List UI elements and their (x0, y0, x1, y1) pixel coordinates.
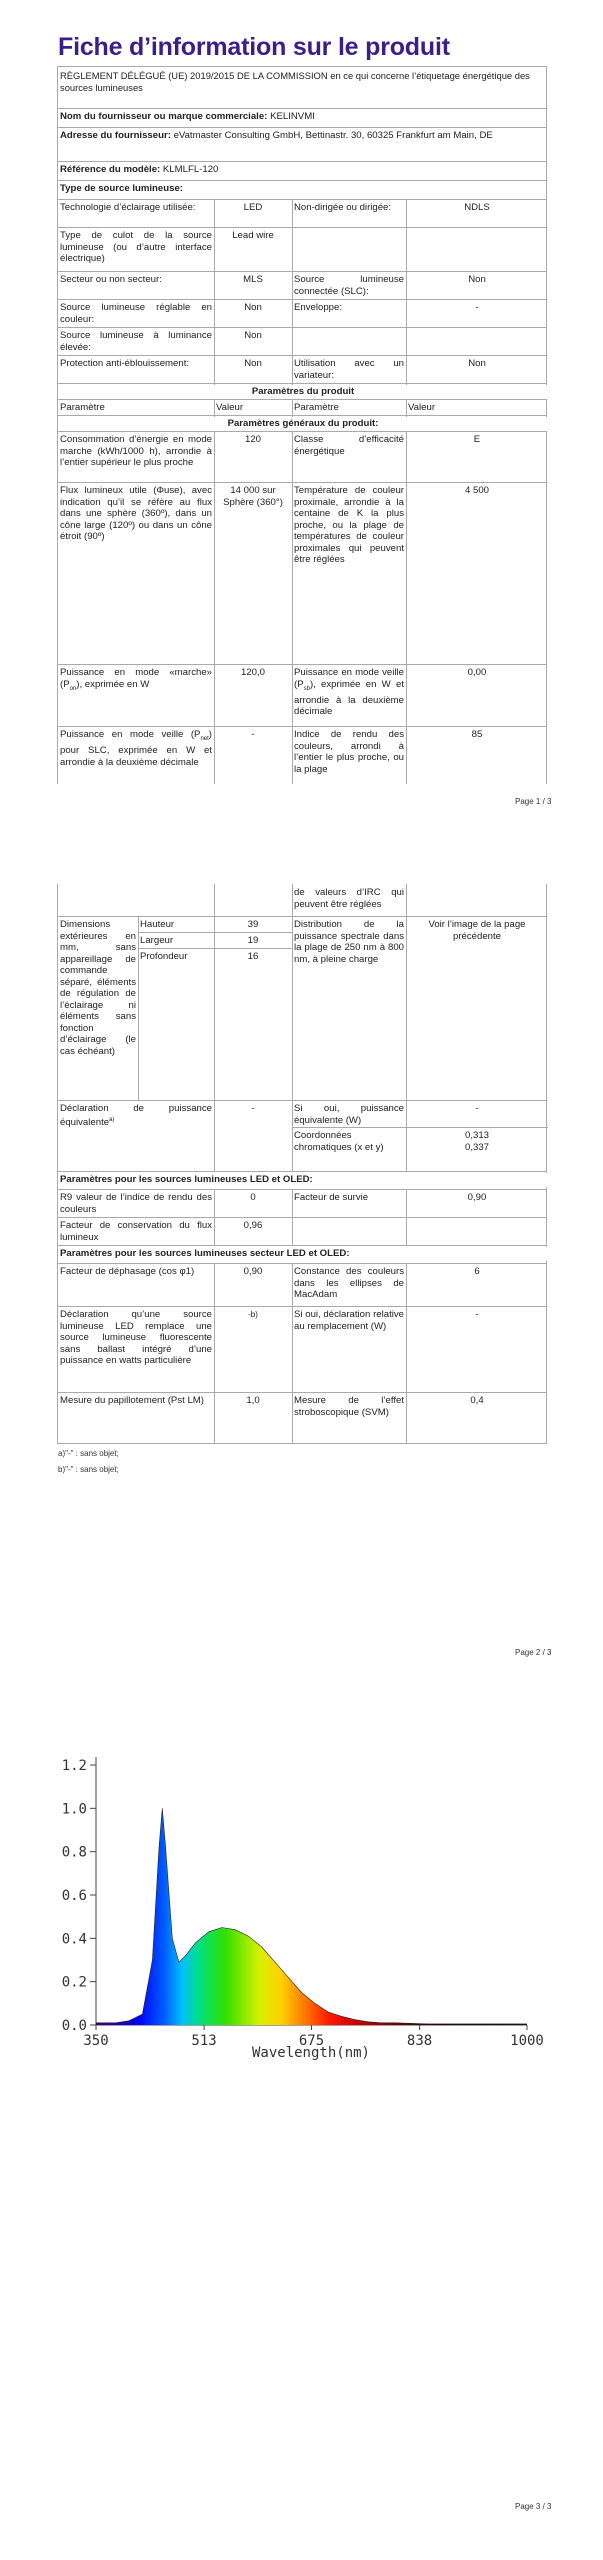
x-tick-label: 838 (406, 2033, 433, 2049)
address-label: Adresse du fournisseur: (60, 130, 171, 141)
equiv-label: Déclaration de puissance équivalente$^{a)}$ (60, 1103, 212, 1128)
y-tick-label: 1.2 (61, 1758, 87, 1774)
cri-label: Indice de rendu des couleurs, arrondi à l’entier le plus proche, ou la plage (294, 729, 404, 775)
supplier-value: KELINVMI (270, 111, 315, 122)
tech-value: LED (243, 202, 263, 213)
maint-value: 0,96 (243, 1220, 263, 1231)
x-tick-label: 350 (83, 2033, 109, 2049)
spectrum-chart (0, 1745, 603, 2065)
equiv2-label: Si oui, puissance équivalente (W) (294, 1103, 404, 1126)
supplier-row (58, 110, 548, 124)
strobo-value: 0,4 (470, 1395, 484, 1406)
width-label: Largeur (140, 935, 174, 946)
depth-label: Profondeur (140, 951, 188, 962)
flicker-value: 1,0 (246, 1395, 260, 1406)
replace-value: -b) (248, 1310, 258, 1319)
envelope-label: Enveloppe: (294, 302, 343, 313)
address-value: eVatmaster Consulting GmbH, Bettinastr. 30, 60325 Frankfurt am Main, DE (173, 130, 493, 141)
chroma-label: Coordonnées chromatiques (x et y) (294, 1130, 384, 1153)
chroma-y: 0,337 (464, 1142, 489, 1153)
col-param-2: Paramètre (294, 402, 339, 413)
cct-value: 4 500 (464, 485, 489, 496)
y-tick-label: 0.0 (61, 2018, 87, 2034)
x-tick-label: 1000 (510, 2033, 544, 2049)
product-info-table-continued (57, 884, 547, 1444)
y-tick-label: 0.4 (61, 1931, 87, 1948)
y-tick-label: 0.6 (61, 1888, 87, 1904)
x-axis-label: Wavelength(nm) (251, 2045, 371, 2061)
maint-label: Facteur de conservation du flux lumineux (60, 1220, 212, 1243)
nondir-value: NDLS (464, 202, 490, 213)
flux-label: Flux lumineux utile (Φuse), avec indication qu’il se réfère au flux dans une sphère (360º), dans un cône large (120º) ou dans un cône étroit (90º) (60, 485, 212, 542)
y-tick-label: 0.8 (61, 1844, 87, 1861)
model-label: Référence du modèle: (60, 164, 161, 175)
glare-label: Protection anti-éblouissement: (60, 358, 190, 369)
footnote-b: b)"-" : sans objet; (58, 1465, 119, 1474)
cct-label: Température de couleur proximale, arrondie à la centaine de K la plus proche, ou la plage de températures de couleur proximales qui peuvent être réglées (294, 485, 404, 565)
dims-label: Dimensions extérieures en mm, sans appareillage de commande séparé, éléments de régulation de l’éclairage ni éléments sans fonction d’éclairage (le cas échéant) (60, 919, 136, 1057)
energy-label: Consommation d’énergie en mode marche (kWh/1000 h), arrondie à l’entier supérieur le plus proche (60, 434, 212, 468)
envelope-value: - (475, 302, 479, 313)
height-label: Hauteur (140, 919, 175, 930)
equiv-value: - (251, 1103, 255, 1114)
col-value-1: Valeur (216, 402, 244, 413)
cls-label: Source lumineuse connectée (SLC): (294, 274, 404, 297)
strobo-label: Mesure de l’effet stroboscopique (SVM) (294, 1395, 404, 1418)
supplier-label: Nom du fournisseur ou marque commerciale: (60, 111, 268, 122)
address-row (58, 129, 548, 143)
energy-value: 120 (244, 434, 261, 445)
class-value: E (473, 434, 481, 445)
model-row (58, 163, 548, 177)
col-param-1: Paramètre (60, 402, 105, 413)
replace2-value: - (475, 1309, 479, 1320)
chart-area (96, 1808, 527, 2025)
pf-label: Facteur de déphasage (cos φ1) (60, 1266, 195, 1277)
height-value: 39 (247, 919, 259, 930)
type-header: Type de source lumineuse: (60, 183, 183, 194)
equiv2-value: - (475, 1103, 479, 1114)
spectrum-area (96, 1808, 527, 2025)
nondir-label: Non-dirigée ou dirigée: (294, 202, 392, 213)
replace-label: Déclaration qu’une source lumineuse LED remplace une source lumineuse fluorescente sans ballast intégré d’une puissance en watts particulière (60, 1309, 212, 1366)
col-value-2: Valeur (408, 402, 436, 413)
cri-label-cont: de valeurs d’IRC qui peuvent être réglées (294, 887, 404, 910)
mains-label: Secteur ou non secteur: (60, 274, 162, 285)
page-number-2: Page 2 / 3 (515, 1648, 552, 1657)
chroma-x: 0,313 (464, 1130, 489, 1141)
colour-value: Non (244, 302, 262, 313)
netsb-label: Puissance en mode veille $(P_{net})$ pour SLC, exprimée en W et arrondie à la deuxième décimale (60, 729, 212, 768)
cls-value: Non (468, 274, 486, 285)
replace2-label: Si oui, déclaration relative au remplacement (W) (294, 1309, 404, 1332)
tech-label: Technologie d’éclairage utilisée: (60, 202, 196, 213)
r9-value: 0 (250, 1192, 256, 1203)
page-title: Fiche d’information sur le produit (58, 33, 450, 61)
depth-value: 16 (247, 951, 259, 962)
product-info-table (57, 66, 547, 786)
spd-label: Distribution de la puissance spectrale dans la plage de 250 nm à 800 nm, à pleine charge (294, 919, 404, 965)
general-header: Paramètres généraux du produit: (58, 417, 548, 431)
dimmer-label: Utilisation avec un variateur: (294, 358, 404, 381)
cri-value: 85 (471, 729, 483, 740)
base-label: Type de culot de la source lumineuse (ou d’autre interface électrique) (60, 230, 212, 264)
page-number-1: Page 1 / 3 (515, 797, 552, 806)
model-value: KLMLFL-120 (162, 164, 219, 175)
spd-value: Voir l’image de la page précédente (428, 919, 526, 942)
macadam-value: 6 (474, 1266, 480, 1277)
colour-label: Source lumineuse réglable en couleur: (60, 302, 212, 325)
footnote-a: a)"-" : sans objet; (58, 1449, 119, 1458)
flux-value: 14 000 sur Sphère (360°) (223, 485, 283, 508)
power-value: 120,0 (240, 667, 265, 678)
led-header: Paramètres pour les sources lumineuses LED et OLED: (58, 1173, 548, 1187)
mains-value: MLS (243, 274, 263, 285)
survival-label: Facteur de survie (294, 1192, 369, 1203)
mains-led-header: Paramètres pour les sources lumineuses secteur LED et OLED: (58, 1247, 548, 1261)
highlum-label: Source lumineuse à luminance élevée: (60, 330, 212, 353)
y-tick-label: 1.0 (61, 1801, 87, 1818)
standby-value: 0,00 (467, 667, 487, 678)
params-header: Paramètres du produit (58, 385, 548, 399)
macadam-label: Constance des couleurs dans les ellipses de MacAdam (294, 1266, 404, 1300)
width-value: 19 (247, 935, 259, 946)
x-tick-label: 513 (191, 2033, 217, 2049)
highlum-value: Non (244, 330, 262, 341)
standby-label: Puissance en mode veille $(P_{sb})$, exprimée en W et arrondie à la deuxième décimale (294, 667, 404, 718)
base-value: Lead wire (232, 230, 274, 241)
page-number-3: Page 3 / 3 (515, 2502, 552, 2511)
dimmer-value: Non (468, 358, 486, 369)
netsb-value: - (251, 729, 255, 740)
class-label: Classe d’efficacité énergétique (294, 434, 404, 457)
glare-value: Non (244, 358, 262, 369)
pf-value: 0,90 (243, 1266, 263, 1277)
y-tick-label: 0.2 (61, 1974, 87, 1991)
survival-value: 0,90 (467, 1192, 487, 1203)
r9-label: R9 valeur de l’indice de rendu des couleurs (60, 1192, 212, 1215)
flicker-label: Mesure du papillotement (Pst LM) (60, 1395, 204, 1406)
regulation-text: RÈGLEMENT DÉLÉGUÉ (UE) 2019/2015 DE LA COMMISSION en ce qui concerne l’étiquetage énergétique des sources lumineuses (60, 70, 530, 93)
power-label: Puissance en mode «marche» $(P_{on})$, exprimée en W (60, 667, 212, 692)
x-tick-label: 675 (298, 2033, 325, 2049)
